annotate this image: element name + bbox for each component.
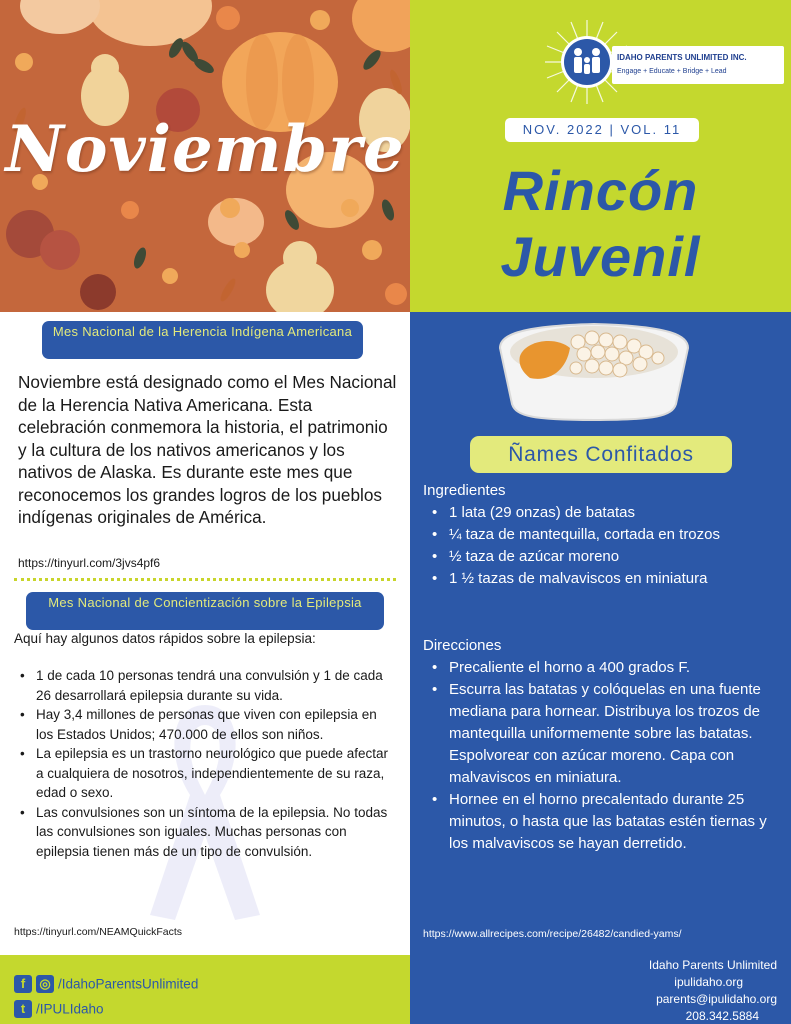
twitter-row[interactable] [14, 1000, 104, 1018]
recipe-title: Ñames Confitados [470, 436, 732, 473]
logo-tagline: Engage + Educate + Bridge + Lead [617, 68, 727, 75]
list-item: • 1 ½ tazas de malvaviscos en miniatura [423, 568, 773, 590]
list-item: • Hay 3,4 millones de personas que viven con epilepsia en los Estados Unidos; 470.000 de ellos son niños. [14, 705, 392, 744]
list-item: • Las convulsiones son un síntoma de la epilepsia. No todas las convulsiones son iguales. Muchas personas con epilepsia tienen más de un tipo de convulsión. [14, 803, 392, 862]
epilepsy-facts-link[interactable]: https://tinyurl.com/NEAMQuickFacts [14, 926, 183, 938]
contact-email[interactable]: parents@ipulidaho.org [656, 992, 777, 1006]
candied-yams-dish-image [496, 318, 692, 422]
list-item: • 1 de cada 10 personas tendrá una convulsión y 1 de cada 26 desarrollará epilepsia durante su vida. [14, 666, 392, 705]
instagram-icon[interactable]: ◎ [36, 975, 54, 993]
newsletter-title-line2: Juvenil [500, 225, 701, 288]
newsletter-title-line1: Rincón [502, 159, 699, 222]
contact-org-name: Idaho Parents Unlimited [648, 958, 777, 972]
facebook-instagram-row[interactable] [14, 975, 198, 993]
list-item: • Precaliente el horno a 400 grados F. [423, 657, 773, 679]
month-title: Noviembre [5, 112, 405, 187]
list-item: • La epilepsia es un trastorno neurológico que puede afectar a cualquiera de nosotros, independientemente de su raza, edad o sexo. [14, 744, 392, 803]
epilepsy-month-heading: Mes Nacional de Concientización sobre la Epilepsia [26, 592, 384, 630]
epilepsy-intro: Aquí hay algunos datos rápidos sobre la epilepsia: [14, 631, 316, 646]
list-item: • Hornee en el horno precalentado durante 25 minutos, o hasta que las batatas estén tiernas y los malvaviscos se hayan derretido. [423, 789, 773, 855]
heritage-month-heading: Mes Nacional de la Herencia Indígena Americana [42, 321, 363, 359]
epilepsy-facts-list [14, 666, 392, 861]
logo-org-name: IDAHO PARENTS UNLIMITED INC. [617, 53, 747, 62]
facebook-instagram-handle[interactable]: /IdahoParentsUnlimited [58, 976, 199, 992]
heritage-month-link[interactable]: https://tinyurl.com/3jvs4pf6 [18, 556, 161, 570]
heritage-month-paragraph: Noviembre está designado como el Mes Nacional de la Herencia Nativa Americana. Esta celebración conmemora la historia, el patrimonio y la cultura de los nativos americanos y los nativos de Alaska. Es durante este mes que reconocemos los grandes logros de los pueblos indígenas originales de América. [18, 372, 397, 527]
ingredients-list [423, 502, 773, 590]
twitter-handle[interactable]: /IPULIdaho [36, 1001, 104, 1017]
autumn-banner [0, 0, 410, 312]
dotted-divider [14, 578, 396, 581]
directions-heading: Direcciones [423, 637, 502, 654]
facebook-icon[interactable]: f [14, 975, 32, 993]
ingredients-heading: Ingredientes [423, 482, 506, 499]
recipe-source-link[interactable]: https://www.allrecipes.com/recipe/26482/candied-yams/ [423, 928, 682, 940]
logo-wordmark-box [612, 46, 784, 84]
issue-badge: NOV. 2022 | VOL. 11 [505, 118, 699, 142]
contact-phone: 208.342.5884 [685, 1009, 759, 1023]
twitter-icon[interactable]: t [14, 1000, 32, 1018]
list-item: • ¼ taza de mantequilla, cortada en trozos [423, 524, 773, 546]
list-item: • Escurra las batatas y colóquelas en una fuente mediana para hornear. Distribuya los trozos de mantequilla uniformemente sobre las batatas. Espolvorear con azúcar moreno. Capa con malvaviscos en miniatura. [423, 679, 773, 789]
list-item: • ½ taza de azúcar moreno [423, 546, 773, 568]
list-item: • 1 lata (29 onzas) de batatas [423, 502, 773, 524]
contact-website[interactable]: ipulidaho.org [674, 975, 743, 989]
directions-list [423, 657, 773, 855]
